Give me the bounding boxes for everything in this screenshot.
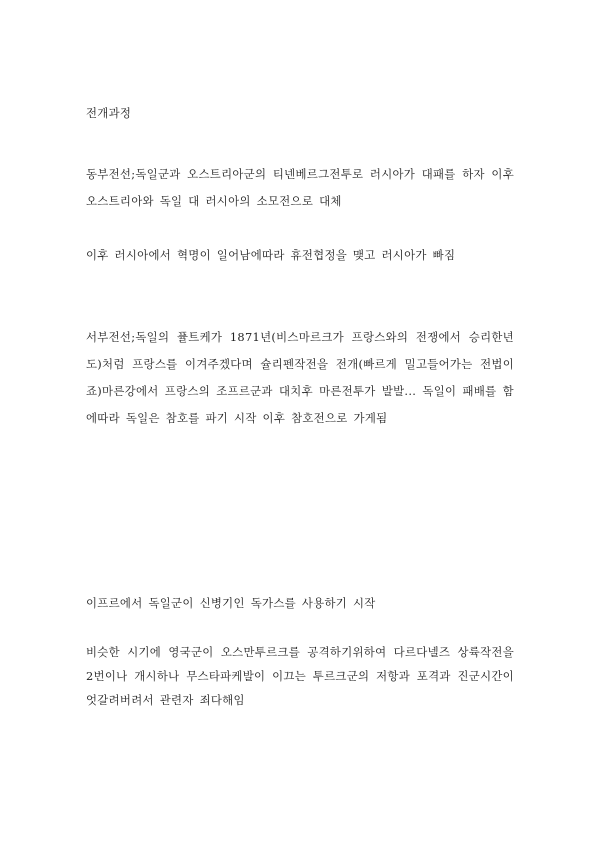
paragraph-western-front: 서부전선;독일의 퓰트케가 1871년(비스마르크가 프랑스와의 전쟁에서 승리한년도)처럼 프랑스를 이겨주겠다며 슐리펜작전을 전개(빠르게 밀고들어가는 전법이죠)마른강에서 프랑스의 조프르군과 대치후 마른전투가 발발... 독일이 패배를 함에따라 독일은 참호를 파기 시작 이후 참호전으로 가게됨: [86, 330, 514, 425]
paragraph-ypres-gas: 이프르에서 독일군이 신병기인 독가스를 사용하기 시작: [86, 596, 376, 610]
paragraph-eastern-front: 동부전선;독일군과 오스트리아군의 티넨베르그전투로 러시아가 대패를 하자 이후 오스트리아와 독일 대 러시아의 소모전으로 대체: [86, 167, 514, 208]
section-heading: 전개과정: [86, 106, 132, 120]
paragraph-russia-withdrawal: 이후 러시아에서 혁명이 일어남에따라 휴전협정을 맺고 러시아가 빠짐: [86, 248, 456, 262]
paragraph-dardanelles: 비슷한 시기에 영국군이 오스만투르크를 공격하기위하여 다르다넬즈 상륙작전을 2번이나 개시하나 무스타파케발이 이끄는 투르크군의 저항과 포격과 진군시간이 엇갈려버려서 관련자 죄다해임: [86, 645, 514, 707]
